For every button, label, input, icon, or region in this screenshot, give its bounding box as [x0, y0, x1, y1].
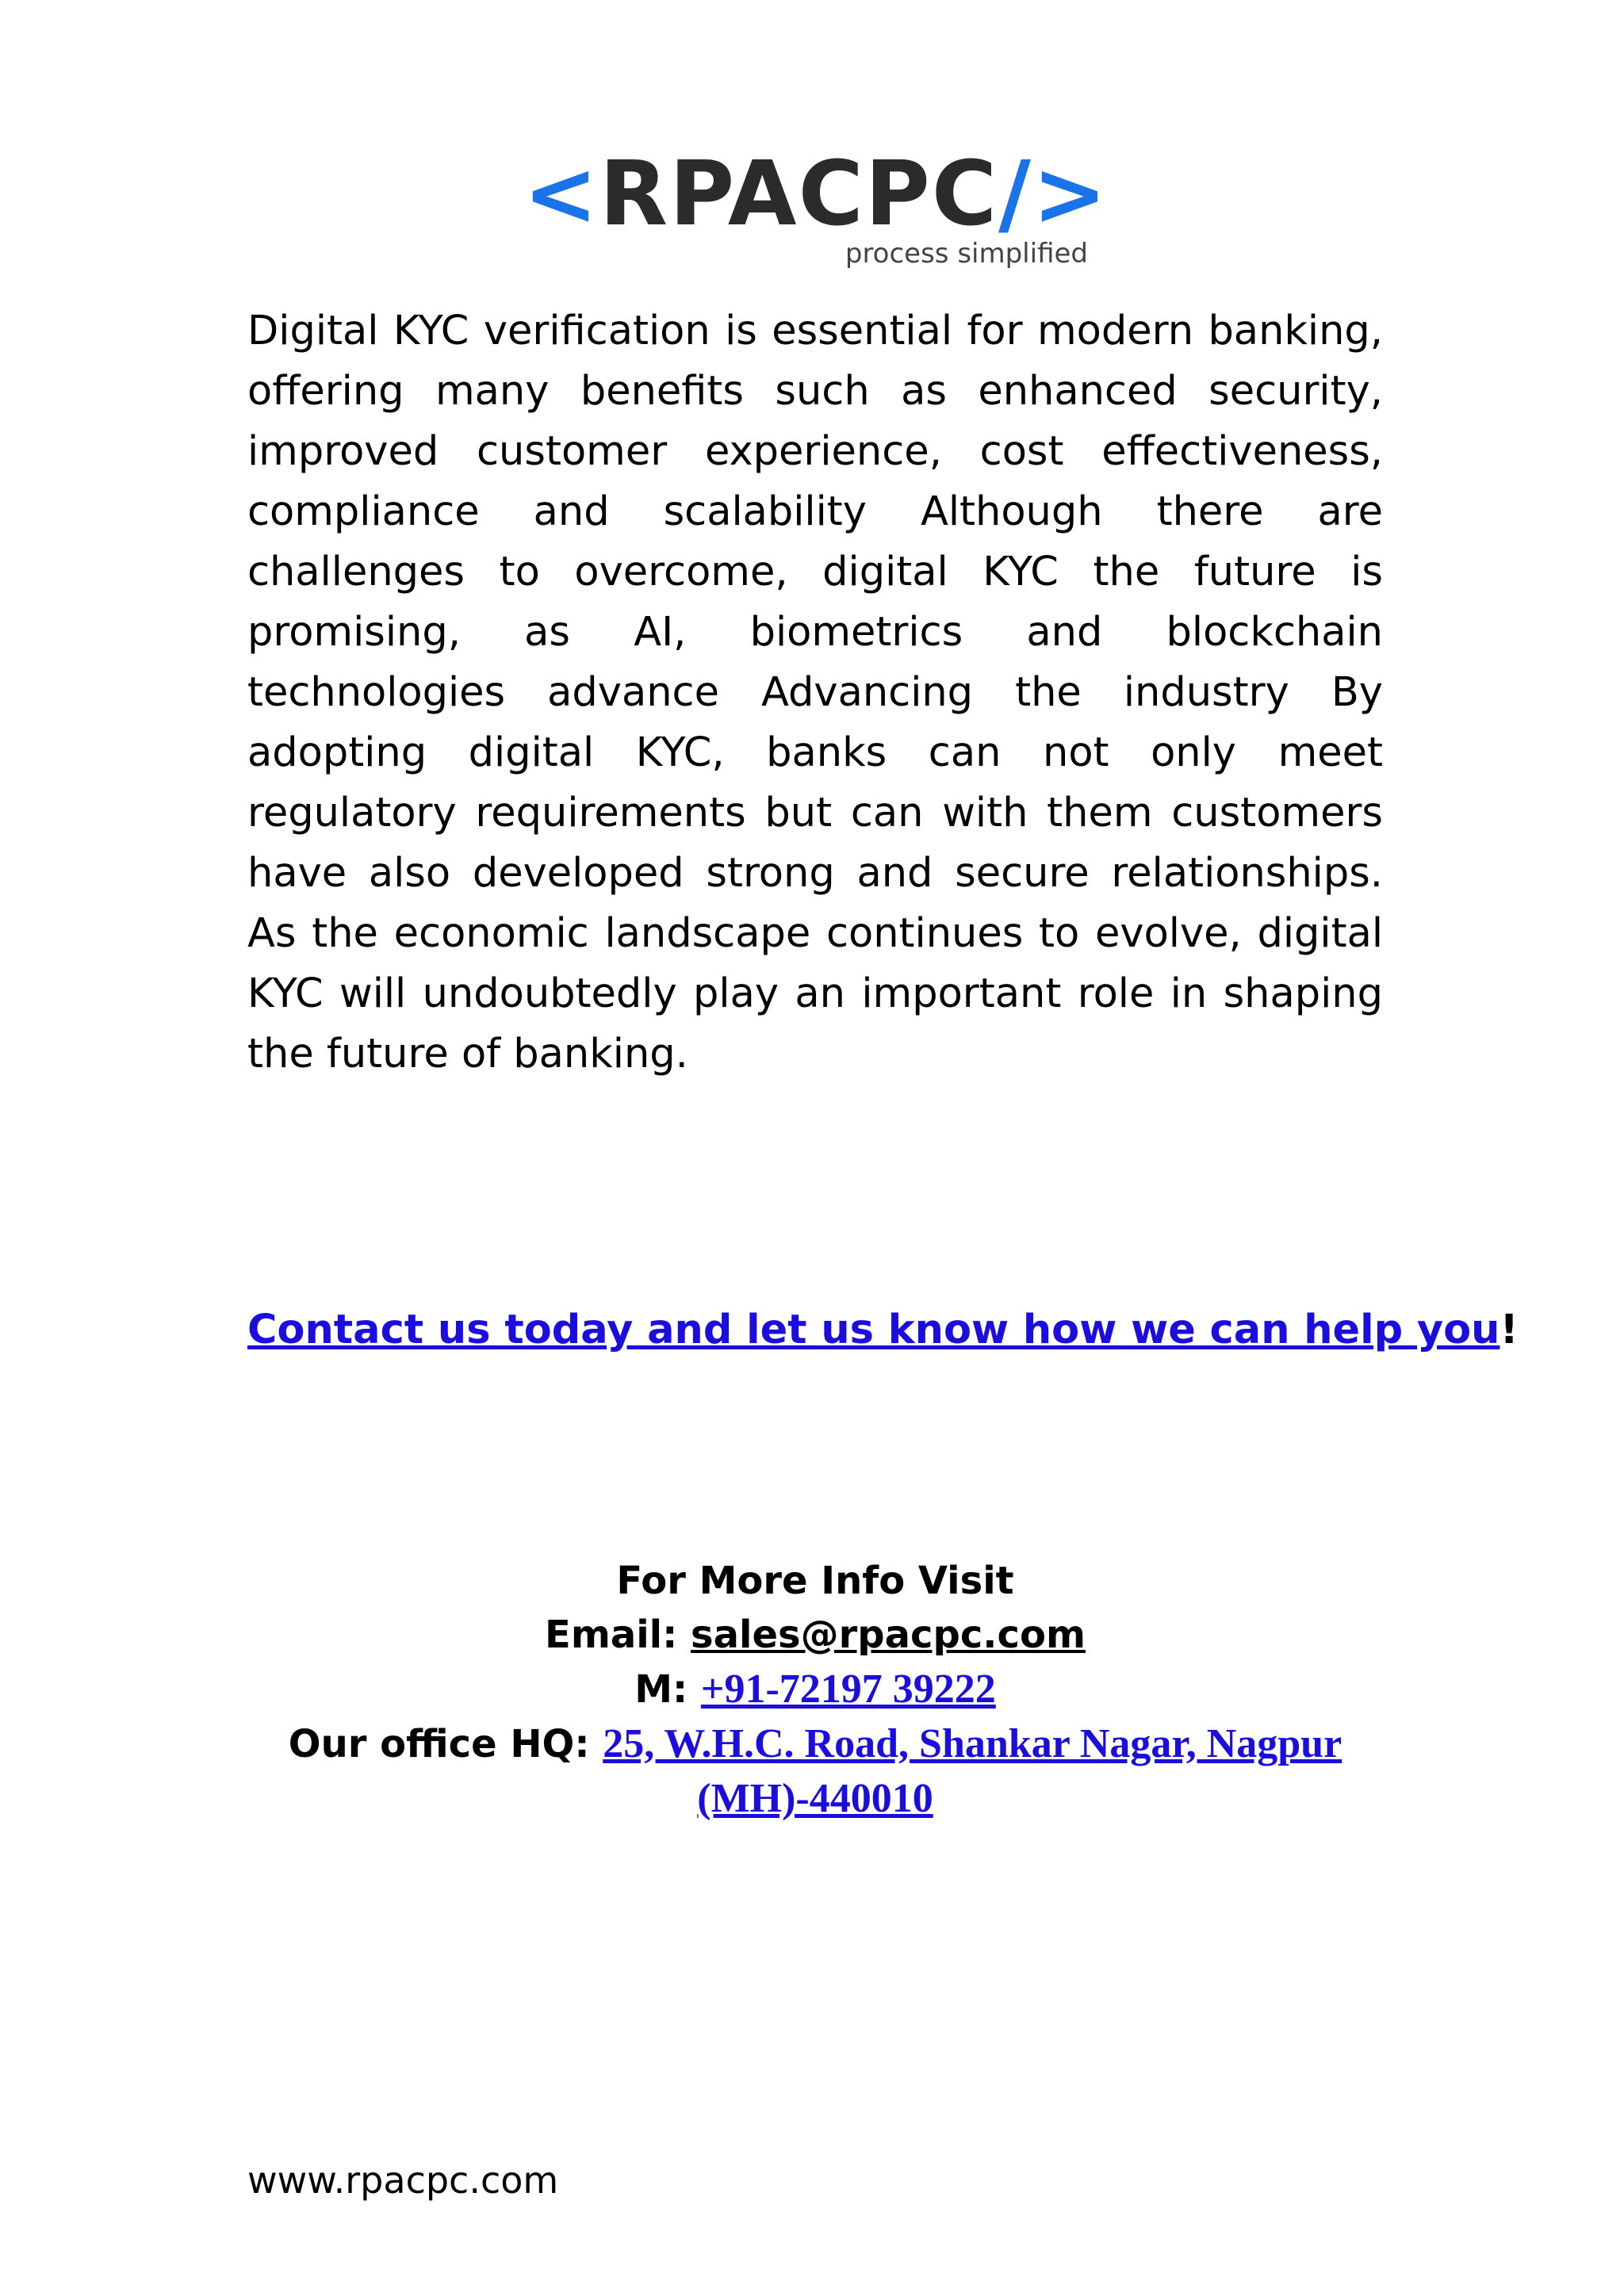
logo-tagline: process simplified	[845, 238, 1088, 270]
email-link[interactable]: sales@rpacpc.com	[691, 1613, 1086, 1657]
info-heading: For More Info Visit	[616, 1559, 1014, 1603]
office-row	[247, 1717, 1383, 1772]
contact-info-block	[247, 1554, 1383, 1827]
company-logo	[523, 143, 1126, 277]
office-label: Our office HQ:	[288, 1722, 603, 1766]
office-address-link-line1[interactable]: 25, W.H.C. Road, Shankar Nagar, Nagpur	[603, 1721, 1342, 1766]
phone-link[interactable]: +91-72197 39222	[700, 1667, 996, 1712]
contact-cta-suffix: !	[1500, 1307, 1519, 1353]
logo-bracket-right-icon: />	[998, 143, 1109, 246]
office-row-2	[247, 1772, 1383, 1827]
body-paragraph: Digital KYC verification is essential for modern banking, offering many benefits such as enhanced security, improved customer experience, cost effectiveness, compliance and scalability Although there are challenges to overcome, digital KYC the future is promising, as AI, biometrics and blockchain technologies advance Advancing the industry By adopting digital KYC, banks can not only meet regulatory requirements but can with them customers have also developed strong and secure relationships. As the economic landscape continues to evolve, digital KYC will undoubtedly play an important role in shaping the future of banking.	[247, 308, 1383, 1077]
contact-cta	[247, 1300, 1519, 1360]
phone-row	[247, 1663, 1383, 1717]
logo-bracket-left-icon: <	[523, 143, 599, 246]
footer-website: www.rpacpc.com	[247, 2159, 559, 2202]
email-label: Email:	[545, 1613, 691, 1657]
contact-us-link[interactable]: Contact us today and let us know how we can help you	[247, 1307, 1500, 1353]
phone-label: M:	[634, 1667, 701, 1712]
office-address-link-line2[interactable]: (MH)-440010	[697, 1776, 933, 1821]
email-row	[247, 1608, 1383, 1663]
logo-wordmark	[523, 143, 1109, 246]
logo-word: RPACPC	[599, 143, 999, 246]
